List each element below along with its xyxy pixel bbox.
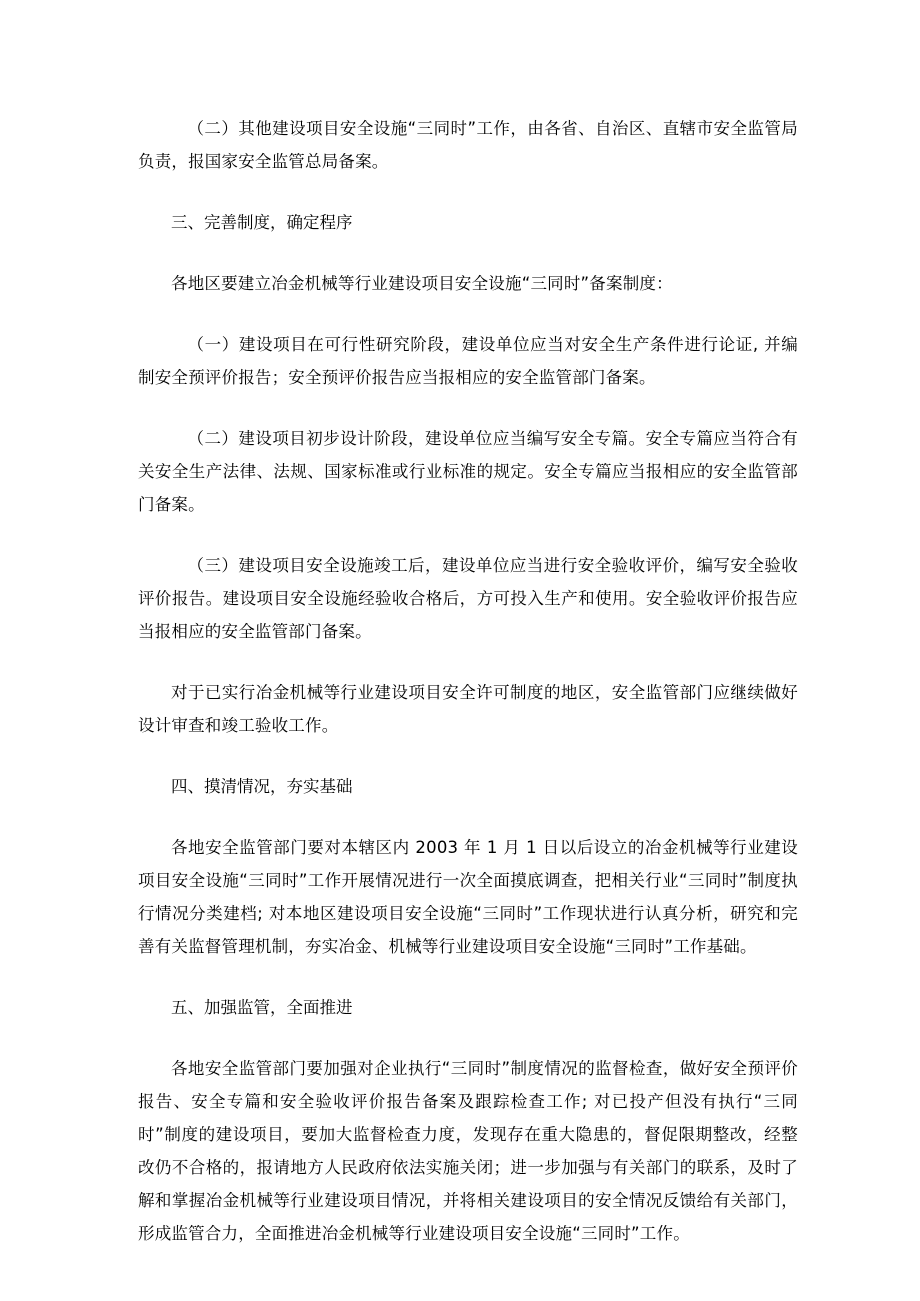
paragraph-item-1-feasibility: （一）建设项目在可行性研究阶段，建设单位应当对安全生产条件进行论证, 并编制安全预评价报告；安全预评价报告应当报相应的安全监管部门备案。 <box>138 335 798 387</box>
paragraph-item-2-other-projects: （二）其他建设项目安全设施“三同时”工作，由各省、自治区、直辖市安全监管局负责，报国家安全监管总局备案。 <box>138 119 798 171</box>
section-heading-3: 三、完善制度，确定程序 <box>171 213 353 232</box>
section-heading-5: 五、加强监管，全面推进 <box>171 998 353 1017</box>
document-body <box>138 112 798 1278</box>
paragraph-item-2-preliminary-design: （二）建设项目初步设计阶段，建设单位应当编写安全专篇。安全专篇应当符合有关安全生产法律、法规、国家标准或行业标准的规定。安全专篇应当报相应的安全监管部门备案。 <box>138 429 798 514</box>
section-heading-4: 四、摸清情况，夯实基础 <box>171 777 353 796</box>
paragraph-licensed-regions: 对于已实行冶金机械等行业建设项目安全许可制度的地区，安全监管部门应继续做好设计审查和竣工验收工作。 <box>138 683 798 735</box>
paragraph-supervision: 各地安全监管部门要加强对企业执行“三同时”制度情况的监督检查，做好安全预评价报告、安全专篇和安全验收评价报告备案及跟踪检查工作; 对已投产但没有执行“三同时”制度的建设项目，要加大监督检查力度，发现存在重大隐患的，督促限期整改，经整改仍不合格的，报请地方人民政府依法实施关闭；进一步加强与有关部门的联系，及时了解和掌握冶金机械等行业建设项目情况，并将相关建设项目的安全情况反馈给有关部门，形成监管合力，全面推进冶金机械等行业建设项目安全设施“三同时”工作。 <box>138 1059 798 1243</box>
paragraph-filing-system: 各地区要建立冶金机械等行业建设项目安全设施“三同时”备案制度： <box>171 274 673 293</box>
paragraph-survey: 各地安全监管部门要对本辖区内 2003 年 1 月 1 日以后设立的冶金机械等行业建设项目安全设施“三同时”工作开展情况进行一次全面摸底调查，把相关行业“三同时”制度执行情况分类建档; 对本地区建设项目安全设施“三同时”工作现状进行认真分析，研究和完善有关监督管理机制，夯实冶金、机械等行业建设项目安全设施“三同时”工作基础。 <box>138 838 798 956</box>
paragraph-item-3-completion: （三）建设项目安全设施竣工后，建设单位应当进行安全验收评价，编写安全验收评价报告。建设项目安全设施经验收合格后，方可投入生产和使用。安全验收评价报告应当报相应的安全监管部门备案。 <box>138 556 798 641</box>
